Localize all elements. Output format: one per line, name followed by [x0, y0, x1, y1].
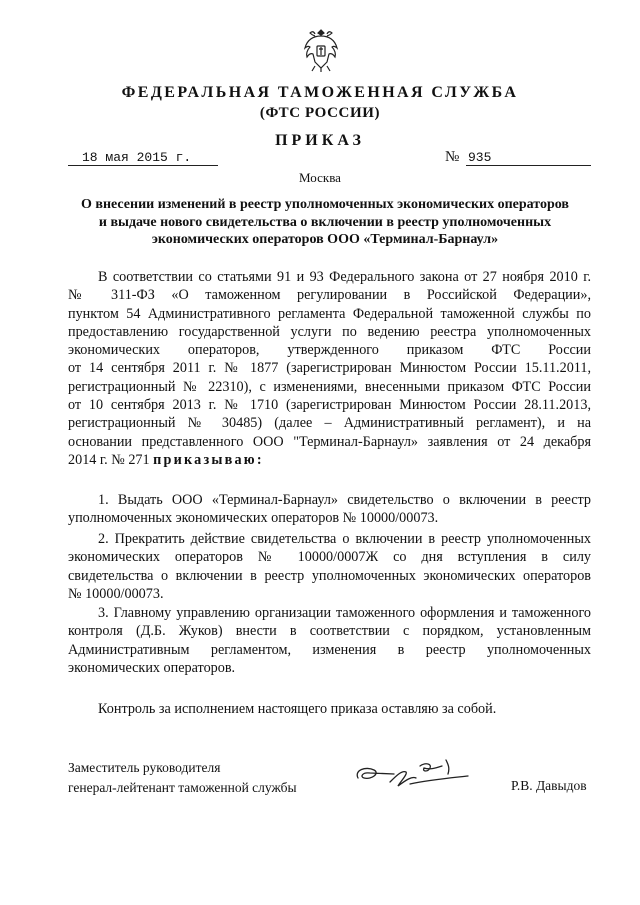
position-line: Заместитель руководителя: [68, 760, 221, 775]
item-1-paragraph: [68, 491, 591, 528]
document-city: Москва: [299, 170, 341, 185]
text-line: 2. Прекратить действие свидетельства о включении в реестр уполномоченных: [98, 531, 591, 547]
signer-position: [68, 758, 297, 798]
item-3-paragraph: [68, 604, 591, 677]
handwritten-signature: [350, 752, 480, 796]
organization-short-name: (ФТС РОССИИ): [259, 105, 381, 121]
control-paragraph: [68, 700, 591, 718]
text-line: от 10 сентября 2013 г. № 1710 (зарегистрирован Минюстом России 28.11.2013,: [68, 397, 591, 414]
text-line: регистрационный № 22310), с изменениями, внесенными приказом ФТС России: [68, 378, 591, 395]
number-sign: №: [445, 149, 460, 165]
text-line: № 311-ФЗ «О таможенном регулировании в Российской Федерации»,: [68, 287, 591, 304]
organization-title: ФЕДЕРАЛЬНАЯ ТАМОЖЕННАЯ СЛУЖБА: [121, 84, 519, 101]
text-line: экономических операторов.: [68, 659, 236, 676]
text-line: свидетельства о включении в реестр уполномоченных экономических операторов: [68, 567, 591, 584]
preamble-paragraph: [68, 268, 591, 469]
document-subject: [60, 196, 590, 249]
document-type: ПРИКАЗ: [275, 132, 365, 149]
order-word: приказываю:: [153, 451, 264, 468]
text-line: 1. Выдать ООО «Терминал-Барнаул» свидетельство о включении в реестр: [98, 492, 591, 508]
text-line: от 14 сентября 2011 г. № 1877 (зарегистрирован Минюстом России 15.11.2011,: [68, 360, 591, 377]
text-line: контроля (Д.Б. Жуков) внести в соответствии с порядком, установленным: [68, 623, 591, 640]
text-line: регистрационный № 30485) (далее – Административный регламент), и на: [68, 415, 591, 432]
text-line: № 10000/00073.: [68, 585, 164, 602]
subject-line: и выдаче нового свидетельства о включении в реестр уполномоченных: [98, 214, 552, 230]
text-line: уполномоченных экономических операторов № 10000/00073.: [68, 510, 439, 527]
preamble-tail: 2014 г. № 271: [68, 451, 150, 468]
text-line: В соответствии со статьями 91 и 93 Федерального закона от 27 ноября 2010 г.: [98, 269, 591, 285]
item-2-paragraph: [68, 530, 591, 603]
text-line: Административным регламентом, изменения в реестр уполномоченных: [68, 641, 591, 658]
text-line: Контроль за исполнением настоящего приказа оставляю за собой.: [98, 701, 497, 717]
document-number: 935: [466, 150, 591, 166]
signer-name: Р.В. Давыдов: [511, 778, 587, 793]
text-line: 3. Главному управлению организации таможенного оформления и таможенного: [98, 605, 591, 621]
text-line: основании представленного ООО "Терминал-Барнаул» заявления от 24 декабря: [68, 433, 591, 450]
document-date: 18 мая 2015 г.: [68, 150, 218, 166]
text-line: экономических операторов № 10000/0007Ж со дня вступления в силу: [68, 549, 591, 566]
position-line: генерал-лейтенант таможенной службы: [68, 780, 297, 795]
text-line: предоставлению государственной услуги по ведению реестра уполномоченных: [68, 323, 591, 340]
text-line: пунктом 54 Административного регламента Федеральной таможенной службы по: [68, 305, 591, 322]
subject-line: О внесении изменений в реестр уполномоченных экономических операторов: [81, 197, 569, 212]
coat-of-arms-emblem: [301, 26, 341, 74]
subject-line: экономических операторов ООО «Терминал-Барнаул»: [151, 232, 499, 247]
text-line: экономических операторов, утвержденного приказом ФТС России: [68, 342, 591, 359]
text-line: [68, 451, 591, 469]
